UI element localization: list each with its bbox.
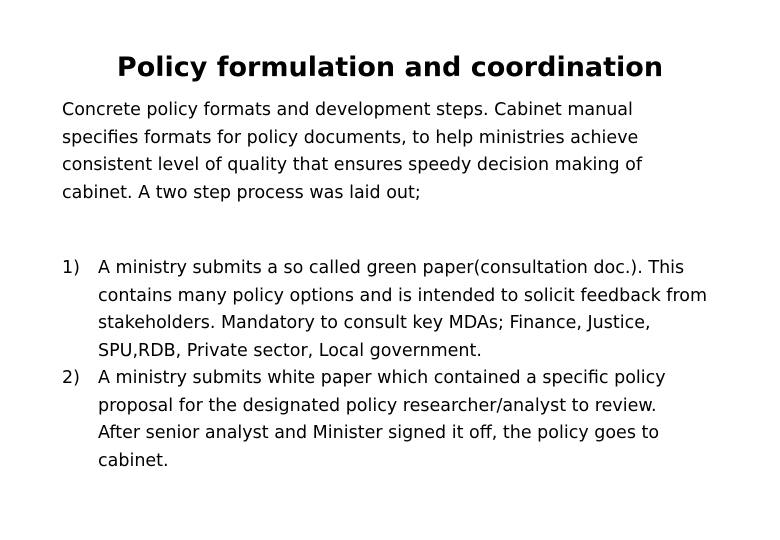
step-number: 1) [62,258,80,278]
intro-line: Concrete policy formats and development steps. Cabinet manual [62,100,633,120]
step-line: A ministry submits white paper which contained a specific policy [98,368,666,388]
step-line: After senior analyst and Minister signed it off, the policy goes to [98,423,660,443]
step-number: 2) [62,368,80,388]
step-line: contains many policy options and is intended to solicit feedback from [98,285,708,306]
intro-paragraph [62,97,778,207]
slide-title: Policy formulation and coordination [116,52,664,83]
step-line: stakeholders. Mandatory to consult key MDAs; Finance, Justice, [98,313,651,333]
process-steps-list [62,255,778,475]
step-line: A ministry submits a so called green paper(consultation doc.). This [98,258,685,278]
intro-line: specifies formats for policy documents, to help ministries achieve [62,127,639,148]
process-step-1 [62,255,778,365]
intro-line: cabinet. A two step process was laid out; [62,182,421,203]
step-line: SPU,RDB, Private sector, Local government. [98,340,482,361]
process-step-2 [62,365,778,475]
step-line: proposal for the designated policy researcher/analyst to review. [98,395,657,416]
step-line: cabinet. [98,450,169,471]
intro-line: consistent level of quality that ensures speedy decision making of [62,155,643,175]
